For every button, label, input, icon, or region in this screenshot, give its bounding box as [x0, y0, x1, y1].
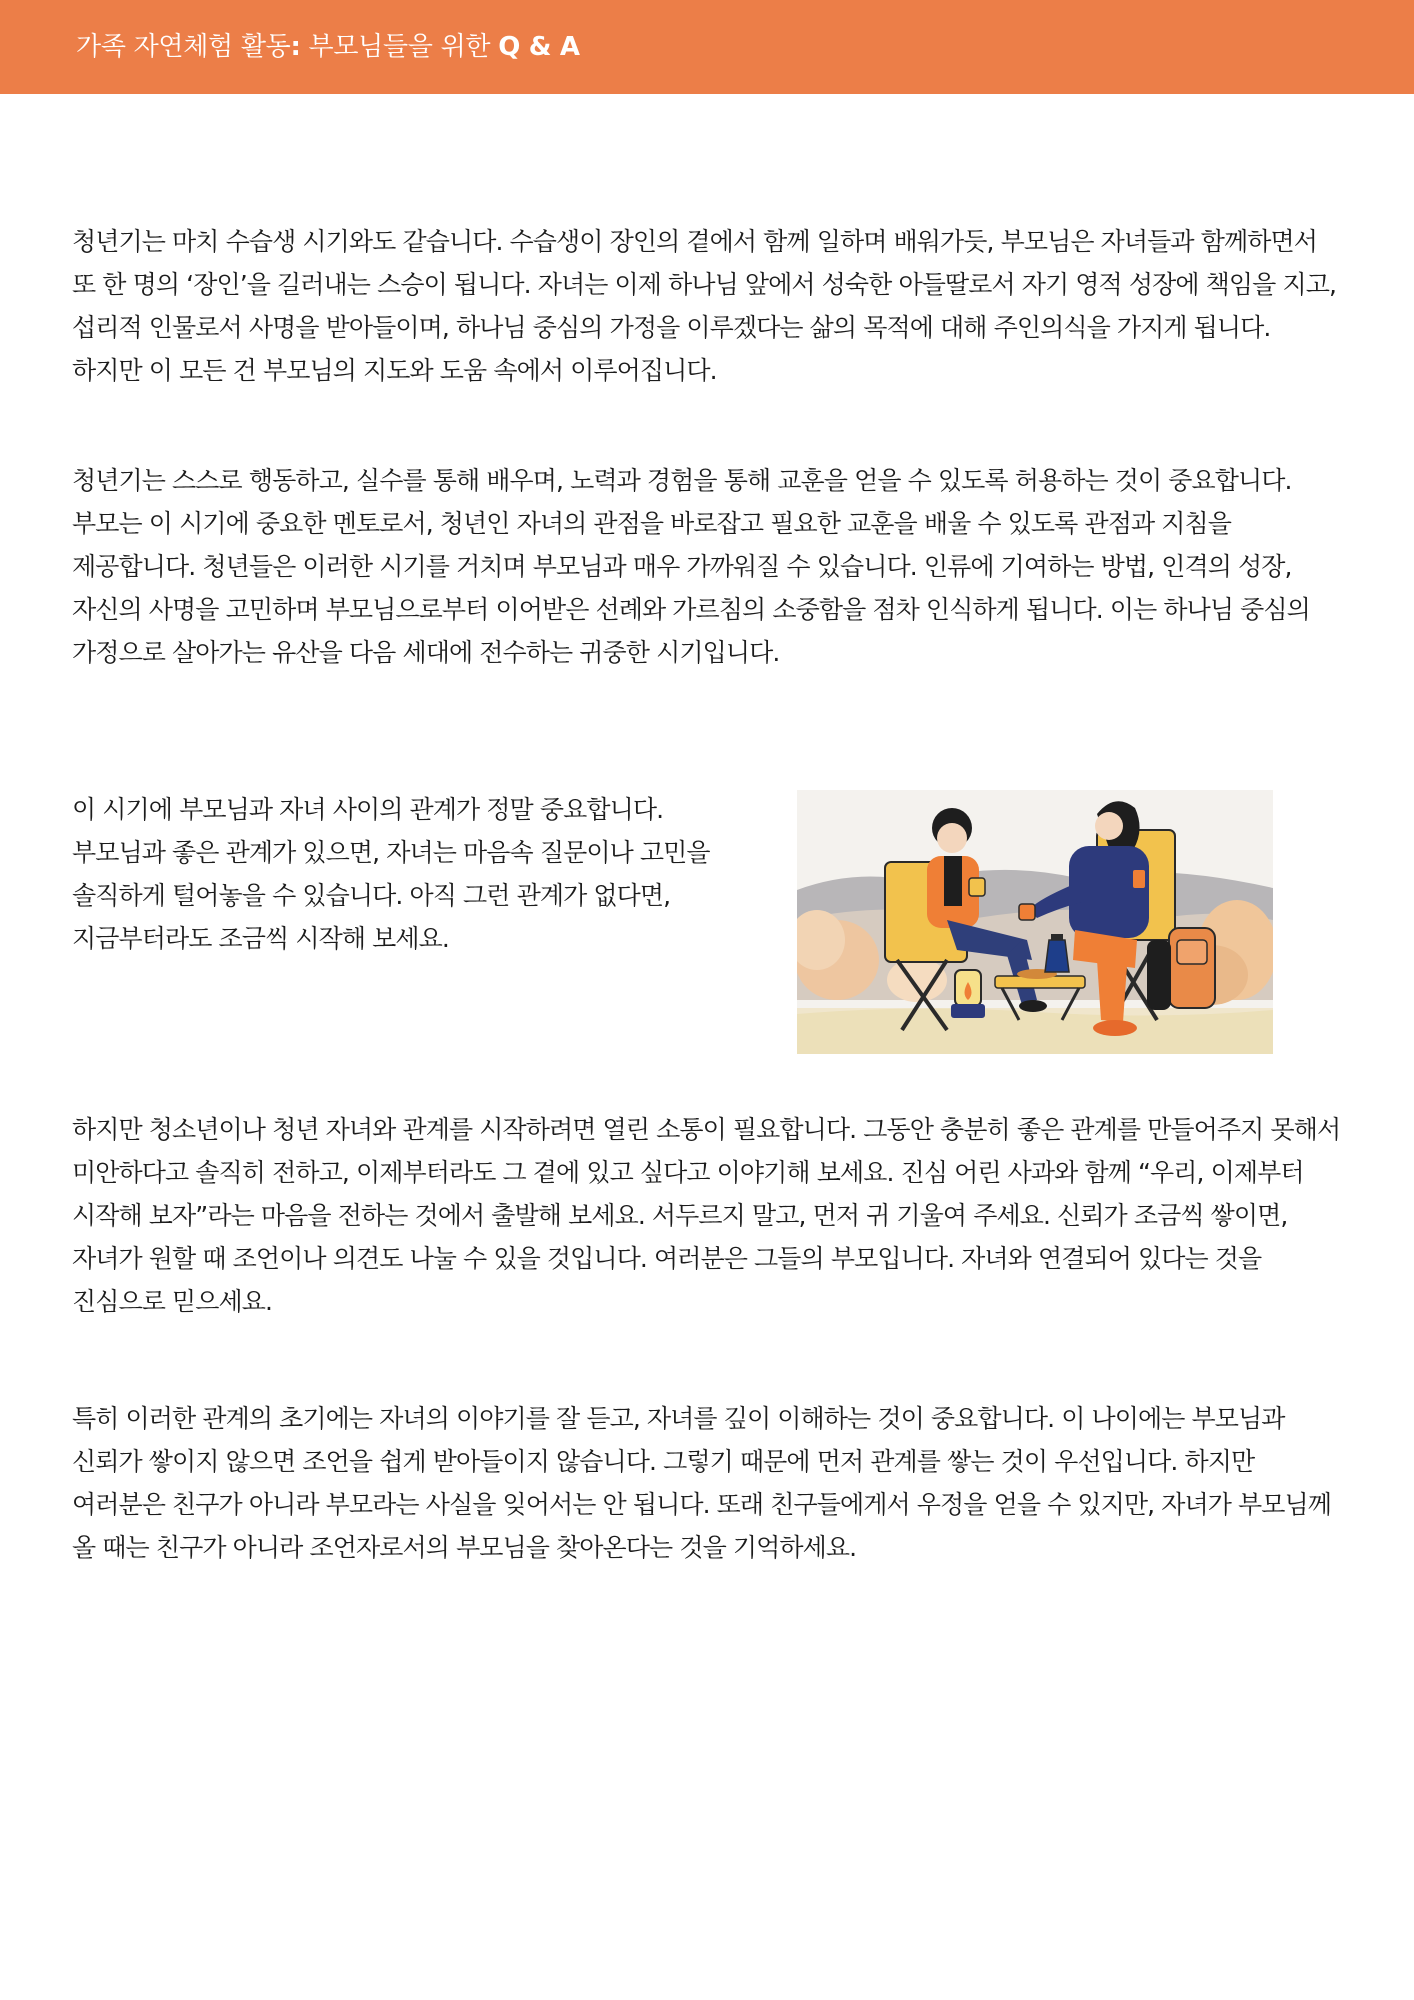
paragraph-4: 하지만 청소년이나 청년 자녀와 관계를 시작하려면 열린 소통이 필요합니다. 그동안 충분히 좋은 관계를 만들어주지 못해서 미안하다고 솔직히 전하고, 이제부터라도 그 곁에 있고 싶다고 이야기해 보세요. 진심 어린 사과와 함께 “우리, 이제부터 시작해 보자”라는 마음을 전하는 것에서 출발해 보세요. 서두르지 말고, 먼저 귀 기울여 주세요. 신뢰가 조금씩 쌓이면, 자녀가 원할 때 조언이나 의견도 나눌 수 있을 것입니다. 여러분은 그들의 부모입니다. 자녀와 연결되어 있다는 것을 진심으로 믿으세요. [72, 1115, 1341, 1316]
paragraph-3: 이 시기에 부모님과 자녀 사이의 관계가 정말 중요합니다. 부모님과 좋은 관계가 있으면, 자녀는 마음속 질문이나 고민을 솔직하게 털어놓을 수 있습니다. 아직 그런 관계가 없다면, 지금부터라도 조금씩 시작해 보세요. [72, 795, 710, 953]
title-qa: Q & A [498, 32, 580, 62]
title-prefix: 가족 자연체험 활동 [76, 32, 291, 62]
paragraph-2: 청년기는 스스로 행동하고, 실수를 통해 배우며, 노력과 경험을 통해 교훈을 얻을 수 있도록 허용하는 것이 중요합니다. 부모는 이 시기에 중요한 멘토로서, 청년인 자녀의 관점을 바로잡고 필요한 교훈을 배울 수 있도록 관점과 지침을 제공합니다. 청년들은 이러한 시기를 거치며 부모님과 매우 가까워질 수 있습니다. 인류에 기여하는 방법, 인격의 성장, 자신의 사명을 고민하며 부모님으로부터 이어받은 선례와 가르침의 소중함을 점차 인식하게 됩니다. 이는 하나님 중심의 가정으로 살아가는 유산을 다음 세대에 전수하는 귀중한 시기입니다. [72, 466, 1310, 667]
camping-illustration [797, 790, 1273, 1054]
paragraph-5: 특히 이러한 관계의 초기에는 자녀의 이야기를 잘 듣고, 자녀를 깊이 이해하는 것이 중요합니다. 이 나이에는 부모님과 신뢰가 쌓이지 않으면 조언을 쉽게 받아들이지 않습니다. 그렇기 때문에 먼저 관계를 쌓는 것이 우선입니다. 하지만 여러분은 친구가 아니라 부모라는 사실을 잊어서는 안 됩니다. 또래 친구들에게서 우정을 얻을 수 있지만, 자녀가 부모님께 올 때는 친구가 아니라 조언자로서의 부모님을 찾아온다는 것을 기억하세요. [72, 1404, 1332, 1562]
title-middle: 부모님들을 위한 [300, 32, 499, 62]
page-title [76, 26, 580, 63]
title-colon: : [290, 32, 301, 62]
header-bar [0, 0, 1414, 94]
paragraph-1: 청년기는 마치 수습생 시기와도 같습니다. 수습생이 장인의 곁에서 함께 일하며 배워가듯, 부모님은 자녀들과 함께하면서 또 한 명의 ‘장인’을 길러내는 스승이 됩니다. 자녀는 이제 하나님 앞에서 성숙한 아들딸로서 자기 영적 성장에 책임을 지고, 섭리적 인물로서 사명을 받아들이며, 하나님 중심의 가정을 이루겠다는 삶의 목적에 대해 주인의식을 가지게 됩니다. 하지만 이 모든 건 부모님의 지도와 도움 속에서 이루어집니다. [72, 227, 1336, 385]
